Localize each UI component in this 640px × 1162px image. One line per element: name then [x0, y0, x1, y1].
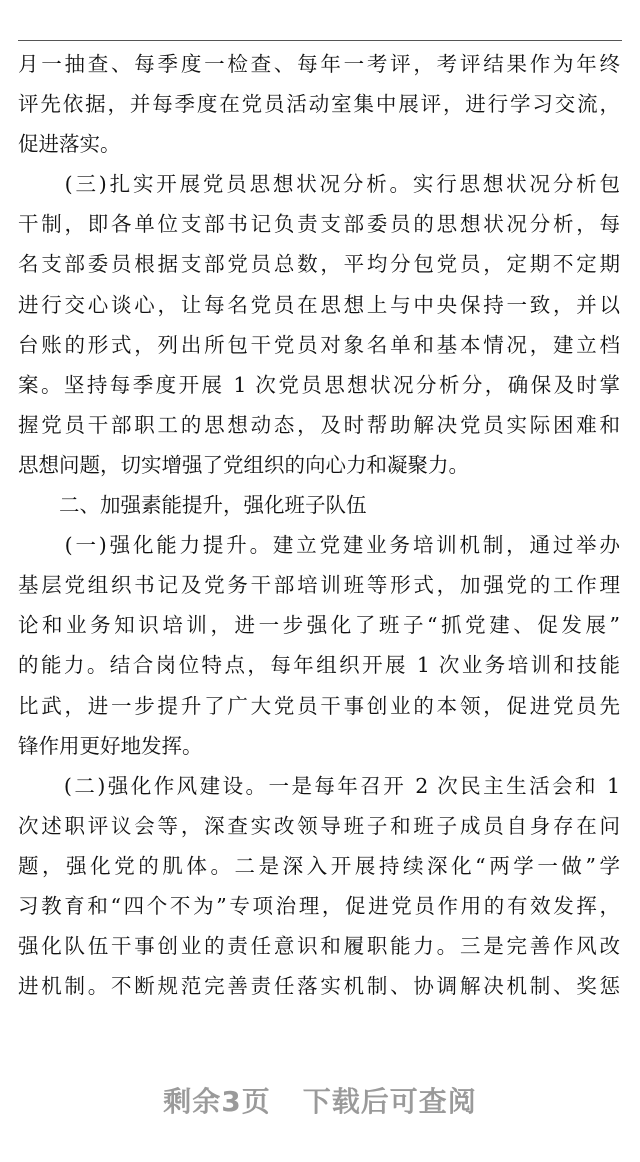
text-line: 强化队伍干事创业的责任意识和履职能力。三是完善作风改	[18, 934, 620, 959]
text-line: 进行交心谈心，让每名党员在思想上与中央保持一致，并以	[18, 292, 620, 317]
text-line: 题，强化党的肌体。二是深入开展持续深化“两学一做”学	[18, 853, 620, 878]
section-title: 二、加强素能提升，强化班子队伍	[18, 493, 367, 518]
text-line: 次述职评议会等，深查实改领导班子和班子成员自身存在问	[18, 813, 620, 838]
text-line: 干制，即各单位支部书记负责支部委员的思想状况分析，每	[18, 212, 620, 237]
text-line: 案。坚持每季度开展 1 次党员思想状况分析分，确保及时掌	[18, 372, 620, 397]
text-line: 促进落实。	[18, 132, 121, 157]
download-prompt[interactable]	[0, 1082, 640, 1122]
text-line: 名支部委员根据支部党员总数，平均分包党员，定期不定期	[18, 252, 620, 277]
text-line: 的能力。结合岗位特点，每年组织开展 1 次业务培训和技能	[18, 653, 620, 678]
section-heading-line: (二)强化作风建设。一是每年召开 2 次民主生活会和 1	[18, 773, 620, 798]
text-line: 台账的形式，列出所包干党员对象名单和基本情况，建立档	[18, 332, 620, 357]
text-line: 习教育和“四个不为”专项治理，促进党员作用的有效发挥，	[18, 893, 620, 918]
text-line: 比武，进一步提升了广大党员干事创业的本领，促进党员先	[18, 693, 620, 718]
text-line: 月一抽查、每季度一检查、每年一考评，考评结果作为年终	[18, 52, 620, 76]
top-divider	[18, 40, 622, 41]
section-heading-line: (一)强化能力提升。建立党建业务培训机制，通过举办	[18, 533, 620, 558]
text-line: 锋作用更好地发挥。	[18, 733, 203, 758]
text-line: 基层党组织书记及党务干部培训班等形式，加强党的工作理	[18, 573, 620, 598]
document-body	[18, 44, 620, 1006]
text-line: 思想问题，切实增强了党组织的向心力和凝聚力。	[18, 452, 469, 477]
text-line: 进机制。不断规范完善责任落实机制、协调解决机制、奖惩	[18, 974, 620, 999]
text-line: 评先依据，并每季度在党员活动室集中展评，进行学习交流，	[18, 92, 620, 117]
text-line: 论和业务知识培训，进一步强化了班子“抓党建、促发展”	[18, 613, 620, 638]
remaining-pages-label: 剩余3页	[163, 1085, 271, 1118]
text-line: 握党员干部职工的思想动态，及时帮助解决党员实际困难和	[18, 412, 620, 437]
section-heading-line: (三)扎实开展党员思想状况分析。实行思想状况分析包	[18, 172, 620, 197]
download-hint-label: 下载后可查阅	[302, 1085, 477, 1118]
